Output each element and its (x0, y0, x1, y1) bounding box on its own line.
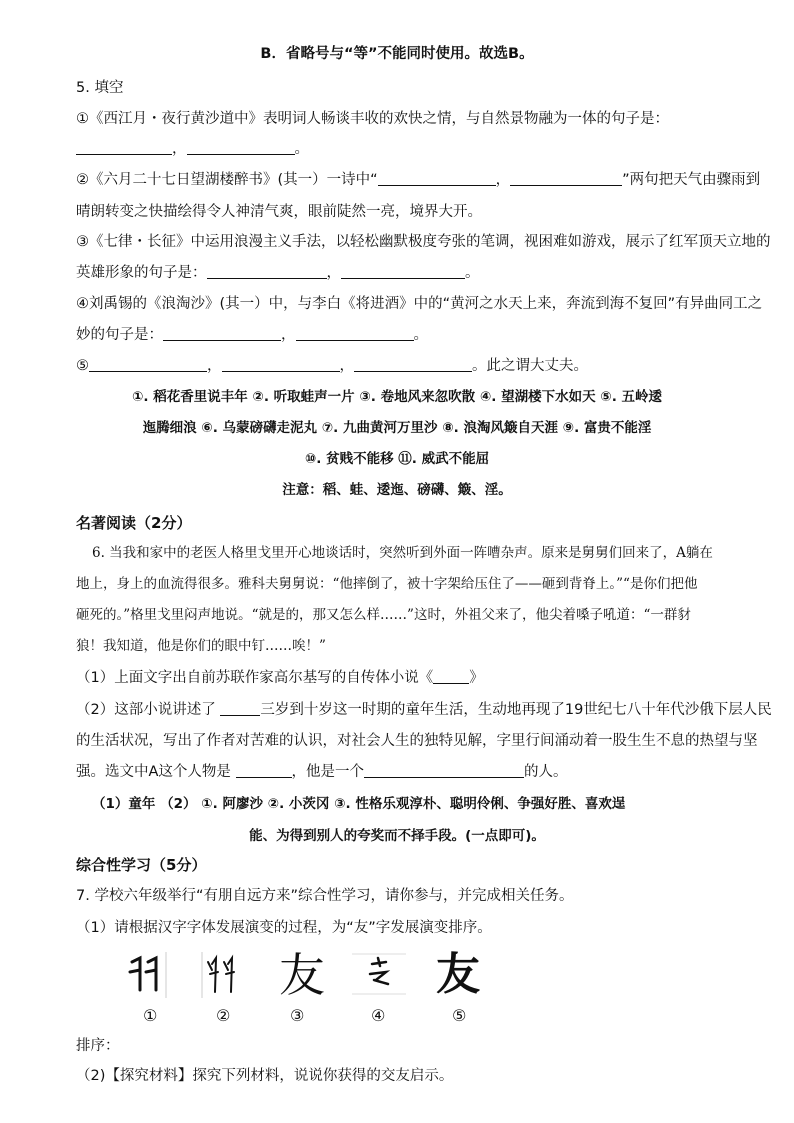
q6-sub-1: （1）上面文字出自前苏联作家高尔基写的自传体小说《 》 (76, 670, 484, 686)
q6-passage-line-1: 6. 当我和家中的老医人格里戈里开心地谈话时，突然听到外面一阵嘈杂声。原来是舅舅们回来了，A躺在 (92, 545, 713, 561)
q5-item-2-line2: 晴朗转变之快描绘得令人神清气爽，眼前陡然一亮，境界大开。 (76, 204, 482, 220)
q5-item-4-line2: 妙的句子是： ， 。 (76, 327, 428, 343)
q5-item-1: ①《西江月・夜行黄沙道中》表明词人畅谈丰收的欢快之情，与自然景物融为一体的句子是： (76, 111, 669, 127)
q5-answer-line-2: 迤腾细浪 ⑥. 乌蒙磅礴走泥丸 ⑦. 九曲黄河万里沙 ⑧. 浪淘风簸自天涯 ⑨. 富贵不能淫 (142, 420, 652, 436)
q6-sub-2-line2: 的生活状况，写出了作者对苦难的认识，对社会人生的独特见解，字里行间涌动着一股生生不息的热望与坚 (76, 733, 758, 749)
q7-title: 7. 学校六年级举行“有朋自远方来”综合性学习，请你参与，并完成相关任务。 (76, 888, 574, 904)
fill-blank[interactable] (296, 325, 414, 341)
glyph-clerical-image (350, 950, 408, 1000)
q6-passage-line-2: 地上，身上的血流得很多。雅科夫舅舅说：“他摔倒了，被十字架给压住了——砸到背脊上。”“是你们把他 (76, 576, 698, 592)
q6-passage-line-3: 砸死的。”格里戈里闷声地说。“就是的，那又怎么样……”这时，外祖父来了，他尖着嗓子吼道：“一群豺 (76, 607, 691, 623)
fill-blank[interactable] (76, 139, 172, 155)
q5-item-4: ④刘禹锡的《浪淘沙》(其一）中，与李白《将进酒》中的“黄河之水天上来，奔流到海不复回”有异曲同工之 (76, 296, 763, 312)
fill-blank[interactable] (341, 263, 465, 279)
q5-item-5: ⑤ ， ， 。此之谓大丈夫。 (76, 358, 588, 374)
section-heading-classic-reading: 名著阅读（2分） (76, 514, 192, 532)
q5-item-2: ②《六月二十七日望湖楼醉书》(其一）一诗中“ ， ”两句把天气由骤雨到 (76, 172, 761, 188)
glyph-seal-script: 友 (279, 948, 325, 1002)
q5-answer-note: 注意：稻、蛙、逶迤、磅礴、簸、淫。 (282, 482, 512, 498)
fill-blank[interactable] (236, 762, 292, 778)
section-heading-comprehensive: 综合性学习（5分） (76, 856, 207, 874)
glyph-label-1: ① (143, 1006, 158, 1025)
q7-sub-1: （1）请根据汉字字体发展演变的过程，为“友”字发展演变排序。 (76, 920, 492, 936)
q5-answer-line-3: ⑩. 贫贱不能移 ⑪. 威武不能屈 (304, 451, 490, 467)
question-5-title: 5. 填空 (76, 80, 124, 96)
glyph-oracle-bone-image (126, 950, 170, 1000)
q6-sub-2-line3: 强。选文中A这个人物是 ，他是一个 的人。 (76, 764, 568, 780)
q5-answer-line-1: ①. 稻花香里说丰年 ②. 听取蛙声一片 ③. 卷地风来忽吹散 ④. 望湖楼下水如天 ⑤. 五岭逶 (131, 389, 663, 405)
fill-blank[interactable] (433, 668, 469, 684)
fill-blank[interactable] (207, 263, 327, 279)
q7-order-label: 排序： (76, 1038, 120, 1054)
glyph-label-4: ④ (371, 1006, 386, 1025)
q6-answer-line-1: （1）童年 （2） ①. 阿廖沙 ②. 小茨冈 ③. 性格乐观淳朴、聪明伶俐、争强好胜、喜欢逞 (92, 796, 626, 812)
fill-blank[interactable] (163, 325, 281, 341)
fill-blank[interactable] (378, 170, 496, 186)
glyph-label-2: ② (216, 1006, 231, 1025)
glyph-label-3: ③ (290, 1006, 305, 1025)
fill-blank[interactable] (364, 762, 524, 778)
glyph-bronze-image (200, 950, 246, 1000)
q6-passage-line-4: 狼！我知道，他是你们的眼中钉……唉！” (76, 638, 326, 654)
glyph-regular-script: 友 (436, 949, 480, 1000)
fill-blank[interactable] (222, 356, 340, 372)
q7-sub-2: （2)【探究材料】探究下列材料，说说你获得的交友启示。 (76, 1068, 454, 1084)
fill-blank[interactable] (220, 700, 260, 716)
q5-item-3-line2: 英雄形象的句子是： ， 。 (76, 265, 480, 281)
q6-answer-line-2: 能、为得到别人的夸奖而不择手段。(一点即可)。 (249, 828, 545, 844)
answer-line-q4: B．省略号与“等”不能同时使用。故选B。 (260, 46, 534, 62)
fill-blank[interactable] (510, 170, 622, 186)
fill-blank[interactable] (187, 139, 295, 155)
fill-blank[interactable] (89, 356, 207, 372)
fill-blank[interactable] (354, 356, 472, 372)
q5-item-3: ③《七律・长征》中运用浪漫主义手法，以轻松幽默极度夸张的笔调，视困难如游戏，展示了红军顶天立地的 (76, 234, 771, 250)
q5-item-1-blanks: ， 。 (76, 139, 309, 159)
glyph-label-5: ⑤ (452, 1006, 467, 1025)
q6-sub-2: （2）这部小说讲述了 三岁到十岁这一时期的童年生活，生动地再现了19世纪七八十年代沙俄下层人民 (76, 702, 772, 718)
